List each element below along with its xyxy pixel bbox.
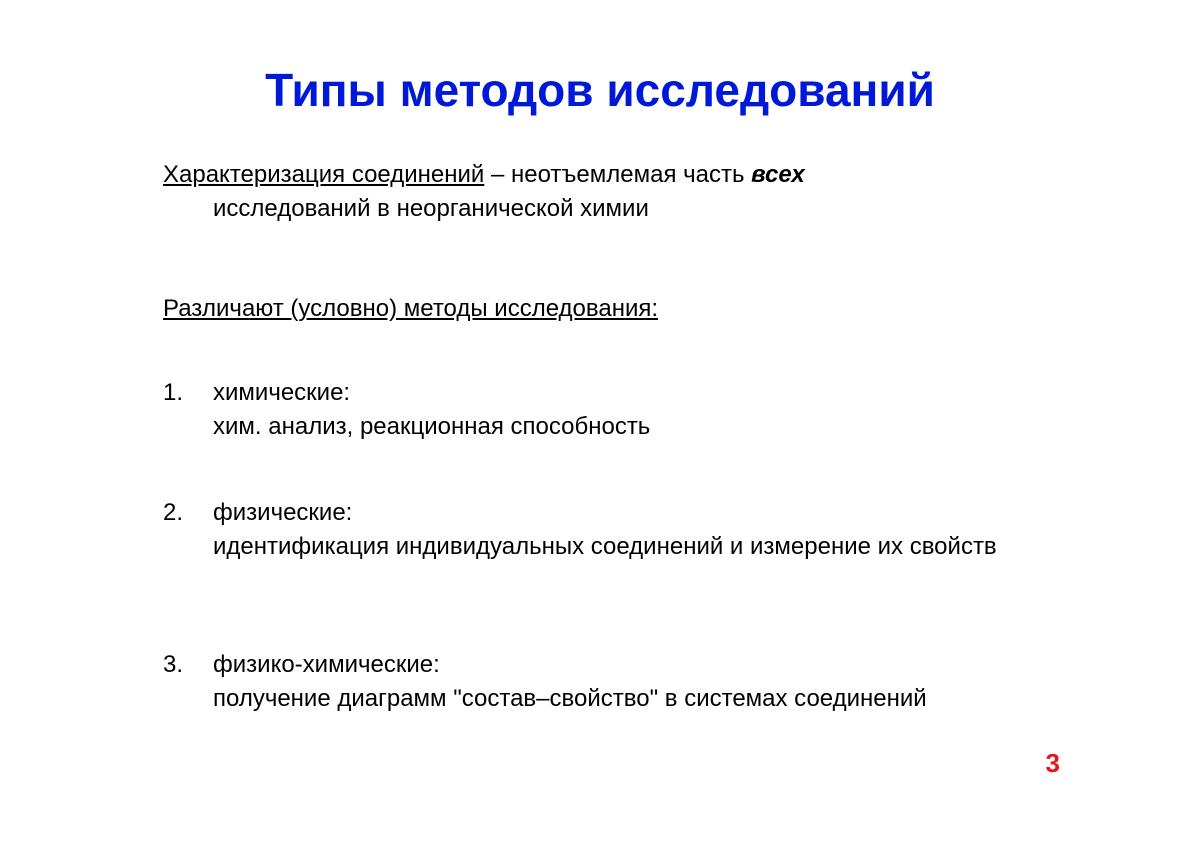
intro-paragraph bbox=[163, 158, 805, 226]
list-item-name: физические: bbox=[213, 499, 353, 526]
intro-term: Характеризация соединений bbox=[163, 161, 485, 188]
list-item-number: 1. bbox=[163, 379, 184, 406]
list-item-description: хим. анализ, реакционная способность bbox=[213, 413, 651, 440]
list-item-name: химические: bbox=[213, 379, 351, 406]
list-item-number: 3. bbox=[163, 651, 184, 678]
methods-subheading: Различают (условно) методы исследования: bbox=[163, 295, 659, 322]
intro-continuation: исследований в неорганической химии bbox=[213, 195, 649, 222]
list-item-name: физико-химические: bbox=[213, 651, 440, 678]
intro-connector: – неотъемлемая часть bbox=[484, 161, 752, 188]
page-number: 3 bbox=[1045, 748, 1060, 778]
intro-emphasis: всех bbox=[751, 161, 805, 188]
slide-title: Типы методов исследований bbox=[265, 64, 935, 116]
list-item-description: идентификация индивидуальных соединений и измерение их свойств bbox=[213, 533, 997, 560]
list-item-number: 2. bbox=[163, 499, 184, 526]
list-item-description: получение диаграмм "состав–свойство" в системах соединений bbox=[213, 685, 927, 712]
